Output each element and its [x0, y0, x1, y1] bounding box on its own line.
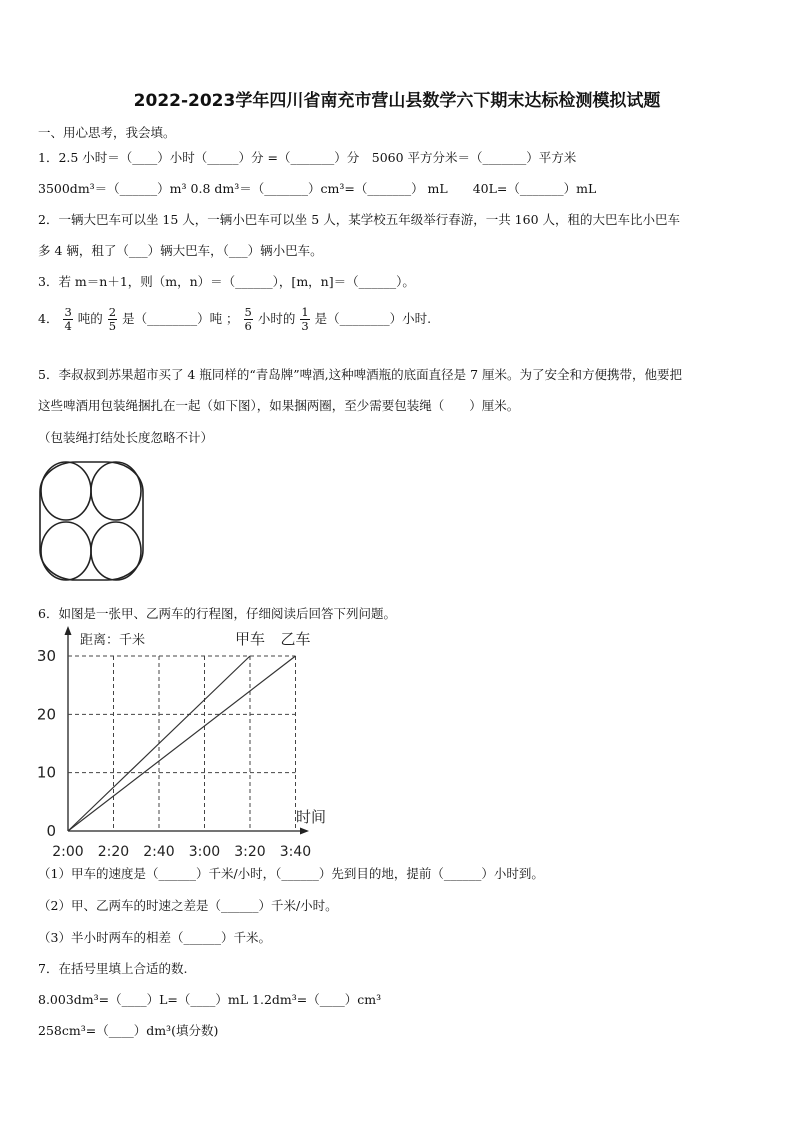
question-2-line-1: 2．一辆大巴车可以坐 15 人，一辆小巴车可以坐 5 人，某学校五年级举行春游，一共 160 人，租的大巴车比小巴车 — [38, 212, 681, 227]
bottles-diagram — [36, 458, 148, 584]
question-2-line-2: 多 4 辆，租了（___）辆大巴车，（___）辆小巴车。 — [38, 243, 323, 258]
frac-num: 2 — [108, 305, 117, 319]
y-tick-label: 0 — [46, 822, 56, 840]
question-3: 3．若 m＝n＋1，则（m，n）＝（______），[m，n]＝（______）。 — [38, 274, 415, 289]
question-1-line-2: 3500dm³＝（______）m³ 0.8 dm³＝（_______）cm³=（_______） mL 40L=（_______）mL — [38, 181, 597, 196]
y-tick-label: 10 — [36, 763, 56, 782]
frac-num: 1 — [301, 305, 309, 319]
bottle-circle — [41, 522, 91, 580]
series-label: 甲车 — [234, 630, 266, 648]
x-tick-label: 2:20 — [97, 844, 130, 860]
bottle-circle — [41, 462, 91, 520]
question-1-line-1: 1．2.5 小时＝（____）小时（_____）分 =（_______）分 5060 平方分米＝（_______）平方米 — [38, 150, 577, 165]
x-tick-label: 3:20 — [234, 844, 266, 860]
x-tick-label: 2:40 — [143, 844, 175, 860]
rope-outline — [40, 462, 143, 580]
bottle-circle — [91, 522, 141, 580]
bottle-circle — [91, 462, 141, 520]
x-tick-label: 3:00 — [188, 844, 221, 860]
fraction-five-sixths — [244, 306, 253, 333]
question-4 — [38, 306, 431, 333]
section-heading: 一、用心思考，我会填。 — [38, 125, 176, 140]
question-7-line-1: 8.003dm³=（____）L=（____）mL 1.2dm³=（____）cm³ — [38, 992, 382, 1007]
fraction-two-fifths — [108, 306, 117, 333]
question-6-sub-3: （3）半小时两车的相差（______）千米。 — [38, 930, 271, 945]
x-axis-arrow — [300, 828, 309, 835]
q4-text: 小时的 — [257, 311, 296, 326]
y-tick-label: 20 — [36, 705, 56, 724]
question-5-line-1: 5．李叔叔到苏果超市买了 4 瓶同样的“青岛牌”啤酒,这种啤酒瓶的底面直径是 7 厘米。为了安全和方便携带，他要把 — [38, 367, 683, 382]
distance-time-chart — [30, 624, 350, 860]
frac-den: 4 — [64, 319, 72, 333]
q4-text: 吨的 — [77, 311, 103, 326]
q4-prefix: 4． — [38, 311, 59, 326]
q4-text: 是（________）吨 ； — [122, 311, 239, 326]
question-5-line-2: 这些啤酒用包装绳捆扎在一起（如下图），如果捆两圈，至少需要包装绳（ ）厘米。 — [38, 398, 520, 413]
x-tick-label: 3:40 — [279, 844, 312, 860]
series-line-2 — [68, 656, 296, 831]
question-5-note: （包装绳打结处长度忽略不计） — [38, 430, 214, 445]
fraction-one-third — [300, 306, 309, 333]
y-tick-label: 30 — [36, 647, 56, 665]
frac-num: 5 — [244, 305, 252, 319]
y-axis-label: 距离：千米 — [80, 633, 146, 648]
question-6-sub-1: （1）甲车的速度是（______）千米/小时，（______）先到目的地，提前（______）小时到。 — [38, 866, 544, 881]
x-tick-label: 2:00 — [52, 844, 84, 860]
q4-text: 是（________）小时. — [314, 311, 432, 326]
question-7: 7．在括号里填上合适的数. — [38, 961, 188, 976]
question-6: 6．如图是一张甲、乙两车的行程图，仔细阅读后回答下列问题。 — [38, 606, 396, 621]
frac-den: 6 — [244, 319, 252, 333]
fraction-three-quarters — [63, 306, 72, 333]
question-6-sub-2: （2）甲、乙两车的时速之差是（______）千米/小时。 — [38, 898, 338, 913]
question-7-line-2: 258cm³=（____）dm³(填分数) — [38, 1023, 219, 1038]
frac-num: 3 — [64, 305, 72, 319]
frac-den: 3 — [301, 319, 309, 333]
page-title: 2022-2023学年四川省南充市营山县数学六下期末达标检测模拟试题 — [133, 91, 661, 111]
series-label: 乙车 — [280, 630, 311, 648]
x-axis-label: 时间 — [296, 808, 327, 826]
frac-den: 5 — [108, 319, 117, 333]
y-axis-arrow — [65, 626, 72, 635]
